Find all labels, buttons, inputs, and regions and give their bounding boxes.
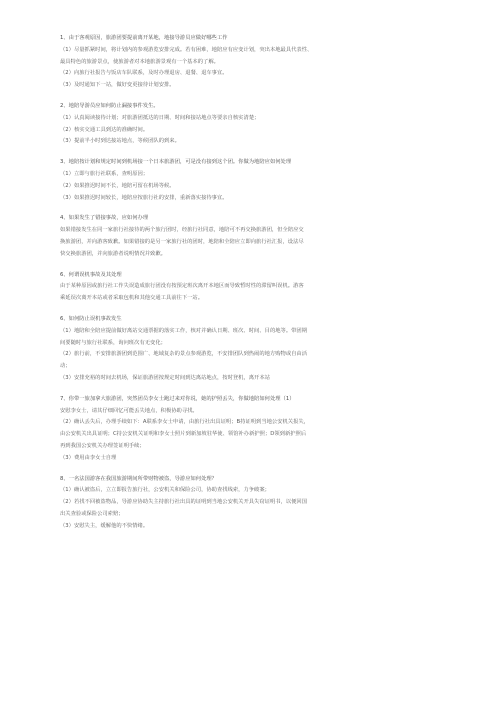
section-7 — [60, 394, 438, 465]
section-text-line: （1）地陪和全陪应提前做好离站交通票据的落实工作，核对并确认日期、班次、时间、目的地等。带团期 — [60, 327, 308, 334]
section-text-line: （1）确认被盗后，立立即报告旅行社，公安机关和保险公司，协助查找线索，力争破案； — [60, 487, 270, 494]
section-text-line: （2）向旅行社报告与饭店车队联系，及时办理退房、退餐、退车事宜。 — [60, 70, 228, 77]
section-text-line: 由公安机关出具证明；C持公安机关证明和李女士照片到新加坡驻华使、领馆补办新护照；D领到新护照后 — [60, 431, 307, 438]
section-title: 1、由于客观原因，旅游团要提前离开某地，地接导游员应做好哪些工作 — [60, 35, 228, 41]
section-8 — [60, 474, 438, 533]
section-5 — [60, 270, 438, 305]
section-text-line: （1）尽量抓紧时间，将计划内的参观游览安排完成。若有困难，地陪应有应变计划，突出本地最具代表性、 — [60, 46, 313, 53]
section-title: 2、地陪导游员应如何防止漏接事件发生。 — [60, 102, 159, 109]
section-6 — [60, 314, 438, 385]
section-text-line: 如果错接发生在同一家旅行社接待的两个旅行团时，经旅行社同意，地陪可不再交换旅游团，但全陪应交 — [60, 227, 304, 234]
section-text-line: （3）安排充裕的时间去机场，保证旅游团按规定时间到达离站地点，按时登机，离开本站 — [60, 374, 270, 381]
section-text-line: （1）立即与旅行社联系，查明原因； — [60, 170, 149, 177]
section-text-line: （2）如果推迟时间不长，地陪可留在机场等候。 — [60, 182, 175, 189]
document-body — [60, 33, 438, 541]
section-text-line: 再到我国公安机关办理签证明手续； — [60, 442, 145, 449]
section-text-line: （3）如果推迟时间较长，地陪应按旅行社的安排，重新落实接待事宜。 — [60, 194, 228, 201]
section-text-line: （2）旅行前，不安排旅游团到范围广、地域复杂的景点参观游览，不安排团队到热闹的地方购物或自由活 — [60, 351, 308, 358]
section-text-line: （1）认真阅读接待计划；对旅游团抵达的日期、时间和接站地点等要亲自核实清楚； — [60, 114, 260, 121]
section-text-line: （3）提前半小时到达接站地点，等候团队的到来。 — [60, 138, 180, 145]
section-text-line: 最具特色的旅游景点，使旅游者对本地旅游景观有一个基本的了解。 — [60, 58, 219, 65]
section-4 — [60, 213, 438, 260]
section-title: 8、一名法国游客在我国旅游期间所带财物被盗，导游应如何处理？ — [60, 475, 217, 482]
section-1 — [60, 33, 438, 92]
section-text-line: 换旅游团，并向游客致歉。如果错接的是另一家旅行社的团时，地陪和全陪应立即向旅行社汇报，设法尽 — [60, 238, 304, 245]
section-text-line: 出关查验或保险公司索赔； — [60, 510, 124, 517]
section-text-line: 安慰李女士，请其仔细回忆可能丢失地点，积极协助寻找。 — [60, 407, 198, 414]
section-text-line: 乘延误次离开本站或者采取包机和其他交通工具前往下一站。 — [60, 295, 204, 302]
section-title: 4、如果发生了错接事故，应如何办理 — [60, 215, 149, 222]
section-title: 7、你带一旅加拿大旅游团，突然团员李女士跑过来对你说，她的护照丢失，你做地陪如何处理（1） — [60, 395, 295, 402]
section-2 — [60, 101, 438, 148]
section-text-line: 由于某种原因或旅行社工作失误造成旅行团没有按预定班次离开本地区而导致暂时性的滞留叫误机。游客 — [60, 283, 304, 290]
section-text-line: （3）及时通知下一站，做好变更接待计划安排。 — [60, 82, 175, 89]
section-text-line: 动； — [60, 363, 71, 370]
section-text-line: （2）核实交通工具到达的准确时间。 — [60, 126, 149, 133]
section-title: 3、地陪按计划和规定时间到机场接一个日本旅游团，可是没有接到这个团。你做为地陪应如何处理 — [60, 159, 292, 166]
section-text-line: 间要随时与旅行社联系，询问班次有无变化； — [60, 339, 166, 346]
section-text-line: （3）安慰失主，缓解他的不快情绪。 — [60, 522, 149, 529]
section-text-line: （3）费用由李女士自理 — [60, 454, 117, 461]
section-text-line: （2）若找不回被盗物品，导游应协助失主持旅行社出具的证明到当地公安机关开具失窃证明书，以便回国 — [60, 499, 308, 506]
section-text-line: （2）确认丢失后，办理手续如下：A联系李女士申请，由旅行社出具证明；B持证明到当地公安机关报失， — [60, 419, 309, 426]
section-text-line: 快交换旅游团，并向旅游者说明情况并致歉。 — [60, 250, 166, 257]
section-title: 6、如何防止误机事故发生 — [60, 315, 122, 322]
section-3 — [60, 157, 438, 204]
section-title: 6、何谓误机事故及其处理 — [60, 271, 122, 278]
